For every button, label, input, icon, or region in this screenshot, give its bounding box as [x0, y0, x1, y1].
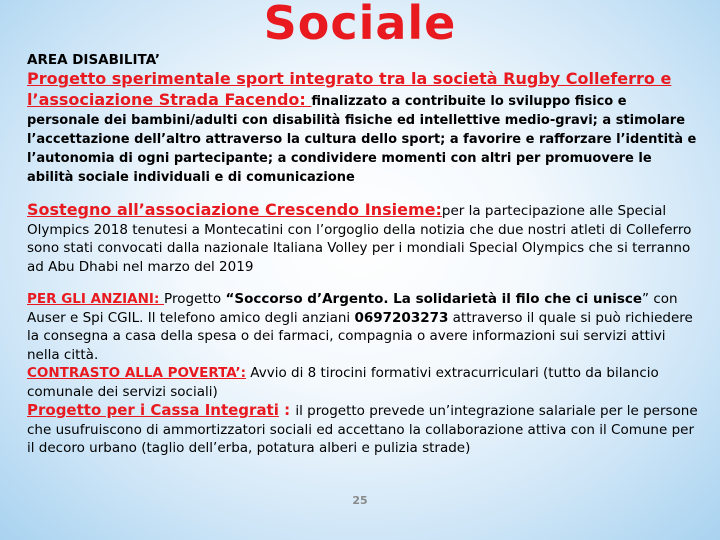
anziani-text-2: ” con Auser e Spi CGIL. Il telefono amico degli anziani [27, 291, 678, 326]
anziani-paragraph [27, 290, 698, 364]
slide-title: Sociale [263, 0, 457, 50]
slide-content [27, 52, 698, 458]
anziani-project-name: “Soccorso d’Argento. La solidarietà il filo che ci unisce [225, 291, 643, 307]
anziani-text-1: Progetto [164, 291, 226, 307]
cassa-paragraph [27, 401, 698, 458]
crescendo-text: per la partecipazione alle Special Olympics 2018 tenutesi a Montecatini con l’orgoglio della notizia che due nostri atleti di Colleferro sono stati convocati dalla nazionale Italiana Volley per i mondiali Special Olympics che si terranno ad Abu Dhabi nel marzo del 2019 [27, 203, 692, 275]
rugby-paragraph [27, 69, 698, 187]
crescendo-heading: Sostegno all’associazione Crescendo Insieme: [27, 200, 442, 219]
poverta-text: Avvio di 8 tirocini formativi extracurriculari (tutto da bilancio comunale dei servizi sociali) [27, 365, 659, 400]
area-heading: AREA DISABILITA’ [27, 52, 161, 68]
cassa-heading: Progetto per i Cassa Integrati [27, 401, 279, 419]
anziani-heading: PER GLI ANZIANI: [27, 291, 165, 307]
poverta-heading: CONTRASTO ALLA POVERTA’: [27, 365, 247, 381]
poverta-paragraph [27, 364, 698, 401]
anziani-phone-number: 0697203273 [354, 309, 449, 326]
crescendo-paragraph [27, 201, 698, 276]
anziani-text-3: attraverso il quale si può richiedere la consegna a casa della spesa o dei farmaci, compagnia o avere informazioni sui servizi attivi nella città. [27, 309, 693, 363]
cassa-separator: : [278, 401, 296, 419]
rugby-text: finalizzato a contribuite lo sviluppo fisico e personale dei bambini/adulti con disabilità fisiche ed intellettive medio-gravi; a stimolare l’accettazione dell’altro attraverso la cultura dello sport; a favorire e rafforzare l’identità e l’autonomia di ogni partecipante; a condividere momenti con altri per promuovere le abilità sociale individuali e di comunicazione [27, 94, 697, 185]
cassa-text: il progetto prevede un’integrazione salariale per le persone che usufruiscono di ammortizzatori sociali ed accettano la collaborazione attiva con il Comune per il decoro urbano (taglio dell’erba, potatura alberi e pulizia strade) [27, 403, 698, 456]
rugby-heading: Progetto sperimentale sport integrato tra la società Rugby Colleferro e l’associazione Strada Facendo: [27, 69, 672, 109]
page-number: 25 [352, 494, 368, 507]
